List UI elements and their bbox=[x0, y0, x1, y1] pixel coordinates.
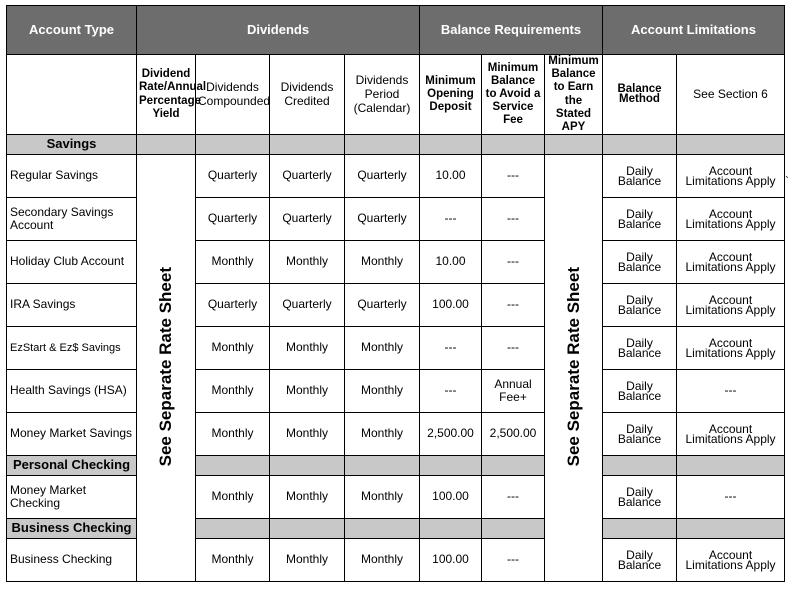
opening-cell: 100.00 bbox=[420, 476, 482, 519]
compounded-cell: Monthly bbox=[196, 413, 270, 456]
section-fill bbox=[420, 456, 482, 476]
method-line1: Daily bbox=[626, 250, 653, 265]
method-line1: Daily bbox=[626, 379, 653, 394]
fee-cell: --- bbox=[482, 198, 545, 241]
limit-line1: Account bbox=[708, 164, 753, 179]
limit-line1: Account bbox=[708, 336, 753, 351]
table-row bbox=[7, 539, 785, 582]
subheader-dividends-compounded: Dividends Compounded bbox=[196, 55, 270, 135]
fee-cell: --- bbox=[482, 476, 545, 519]
header-account-type: Account Type bbox=[7, 6, 137, 55]
fee-cell: --- bbox=[482, 539, 545, 582]
header-account-limitations: Account Limitations bbox=[603, 6, 785, 55]
method-line2: Balance bbox=[617, 495, 662, 510]
opening-cell: 10.00 bbox=[420, 155, 482, 198]
table-row bbox=[7, 284, 785, 327]
subheader-balance-method: Balance Method bbox=[603, 55, 677, 135]
account-table bbox=[6, 5, 785, 582]
compounded-cell: Monthly bbox=[196, 241, 270, 284]
subheader-see-section: See Section 6 bbox=[677, 55, 785, 135]
compounded-cell: Quarterly bbox=[196, 198, 270, 241]
account-name: Secondary Savings Account bbox=[7, 198, 137, 241]
period-cell: Monthly bbox=[345, 327, 420, 370]
section-fill bbox=[545, 135, 603, 155]
section-fill bbox=[482, 519, 545, 539]
section-fill bbox=[677, 519, 785, 539]
subheader-min-opening-deposit: Minimum Opening Deposit bbox=[420, 55, 482, 135]
method-cell bbox=[603, 241, 677, 284]
section-fill bbox=[270, 135, 345, 155]
section-fill bbox=[603, 519, 677, 539]
section-personal-checking: Personal Checking bbox=[7, 456, 137, 476]
method-cell bbox=[603, 284, 677, 327]
method-line2: Balance bbox=[617, 389, 662, 404]
subheader-blank bbox=[7, 55, 137, 135]
header-balance-requirements: Balance Requirements bbox=[420, 6, 603, 55]
method-line2: Balance bbox=[617, 174, 662, 189]
method-line1: Daily bbox=[626, 336, 653, 351]
limit-line1: Account bbox=[708, 422, 753, 437]
section-business-checking: Business Checking bbox=[7, 519, 137, 539]
compounded-cell: Monthly bbox=[196, 370, 270, 413]
method-line1: Daily bbox=[626, 293, 653, 308]
compounded-cell: Monthly bbox=[196, 476, 270, 519]
section-fill bbox=[677, 135, 785, 155]
limit-line2: Limitations Apply bbox=[685, 260, 776, 275]
credited-cell: Monthly bbox=[270, 539, 345, 582]
limitations-cell bbox=[677, 198, 785, 241]
limit-line2: Limitations Apply bbox=[685, 558, 776, 573]
credited-cell: Quarterly bbox=[270, 198, 345, 241]
table-row bbox=[7, 413, 785, 456]
period-cell: Quarterly bbox=[345, 198, 420, 241]
section-fill bbox=[270, 456, 345, 476]
limitations-cell bbox=[677, 413, 785, 456]
compounded-cell: Monthly bbox=[196, 539, 270, 582]
credited-cell: Quarterly bbox=[270, 284, 345, 327]
method-line1: Daily bbox=[626, 548, 653, 563]
subheader-dividend-rate: Dividend Rate/Annual Percentage Yield bbox=[137, 55, 196, 135]
section-fill bbox=[345, 135, 420, 155]
limit-line2: Limitations Apply bbox=[685, 217, 776, 232]
period-cell: Monthly bbox=[345, 539, 420, 582]
method-line2: Balance bbox=[617, 303, 662, 318]
credited-cell: Monthly bbox=[270, 241, 345, 284]
method-line1: Daily bbox=[626, 207, 653, 222]
period-cell: Quarterly bbox=[345, 155, 420, 198]
opening-cell: --- bbox=[420, 327, 482, 370]
table-row bbox=[7, 476, 785, 519]
fee-cell: 2,500.00 bbox=[482, 413, 545, 456]
limitations-cell bbox=[677, 327, 785, 370]
subheader-min-balance-fee: Minimum Balance to Avoid a Service Fee bbox=[482, 55, 545, 135]
method-cell bbox=[603, 155, 677, 198]
period-cell: Monthly bbox=[345, 241, 420, 284]
account-name: Money Market Checking bbox=[7, 476, 137, 519]
limitations-cell bbox=[677, 155, 785, 198]
opening-cell: --- bbox=[420, 370, 482, 413]
limitations-cell: --- bbox=[677, 476, 785, 519]
method-cell bbox=[603, 327, 677, 370]
section-fill bbox=[482, 456, 545, 476]
rate-sheet-text: See Separate Rate Sheet bbox=[156, 266, 176, 467]
section-fill bbox=[196, 135, 270, 155]
subheader-dividends-credited: Dividends Credited bbox=[270, 55, 345, 135]
fee-cell: --- bbox=[482, 284, 545, 327]
limitations-cell bbox=[677, 241, 785, 284]
fee-cell: --- bbox=[482, 327, 545, 370]
period-cell: Monthly bbox=[345, 476, 420, 519]
method-cell bbox=[603, 198, 677, 241]
account-name: Health Savings (HSA) bbox=[7, 370, 137, 413]
limit-line1: Account bbox=[708, 293, 753, 308]
opening-cell: --- bbox=[420, 198, 482, 241]
account-name: Business Checking bbox=[7, 539, 137, 582]
header-dividends: Dividends bbox=[137, 6, 420, 55]
opening-cell: 2,500.00 bbox=[420, 413, 482, 456]
section-fill bbox=[482, 135, 545, 155]
section-fill bbox=[603, 135, 677, 155]
limitations-cell: --- bbox=[677, 370, 785, 413]
limit-line1: Account bbox=[708, 548, 753, 563]
method-line1: Daily bbox=[626, 164, 653, 179]
section-fill bbox=[677, 456, 785, 476]
rate-sheet-text-apy: See Separate Rate Sheet bbox=[563, 266, 583, 467]
method-cell bbox=[603, 539, 677, 582]
limit-line2: Limitations Apply bbox=[685, 174, 776, 189]
table-row bbox=[7, 198, 785, 241]
table-row bbox=[7, 241, 785, 284]
method-line2: Balance bbox=[617, 346, 662, 361]
credited-cell: Monthly bbox=[270, 413, 345, 456]
method-cell bbox=[603, 370, 677, 413]
credited-cell: Monthly bbox=[270, 476, 345, 519]
table-row bbox=[7, 370, 785, 413]
period-cell: Monthly bbox=[345, 413, 420, 456]
limitations-cell bbox=[677, 539, 785, 582]
limit-line2: Limitations Apply bbox=[685, 432, 776, 447]
method-cell bbox=[603, 476, 677, 519]
fee-cell: Annual Fee+ bbox=[482, 370, 545, 413]
method-line2: Balance bbox=[617, 217, 662, 232]
section-fill bbox=[345, 456, 420, 476]
compounded-cell: Quarterly bbox=[196, 284, 270, 327]
section-fill bbox=[603, 456, 677, 476]
method-line1: Daily bbox=[626, 422, 653, 437]
account-name: Money Market Savings bbox=[7, 413, 137, 456]
limit-line1: Account bbox=[708, 250, 753, 265]
fee-cell: --- bbox=[482, 155, 545, 198]
period-cell: Quarterly bbox=[345, 284, 420, 327]
method-line2: Balance bbox=[617, 558, 662, 573]
credited-cell: Monthly bbox=[270, 370, 345, 413]
limit-line2: Limitations Apply bbox=[685, 346, 776, 361]
opening-cell: 100.00 bbox=[420, 539, 482, 582]
section-fill bbox=[137, 135, 196, 155]
section-fill bbox=[196, 519, 270, 539]
compounded-cell: Monthly bbox=[196, 327, 270, 370]
subheader-dividends-period: Dividends Period (Calendar) bbox=[345, 55, 420, 135]
section-fill bbox=[270, 519, 345, 539]
method-line1: Daily bbox=[626, 485, 653, 500]
opening-cell: 100.00 bbox=[420, 284, 482, 327]
limitations-cell bbox=[677, 284, 785, 327]
stray-tick-mark: ` bbox=[785, 174, 789, 188]
account-name: Regular Savings bbox=[7, 155, 137, 198]
method-cell bbox=[603, 413, 677, 456]
subheader-min-balance-apy: Minimum Balance to Earn the Stated APY bbox=[545, 55, 603, 135]
section-fill bbox=[196, 456, 270, 476]
section-fill bbox=[345, 519, 420, 539]
limit-line2: Limitations Apply bbox=[685, 303, 776, 318]
section-savings: Savings bbox=[7, 135, 137, 155]
credited-cell: Monthly bbox=[270, 327, 345, 370]
account-name: IRA Savings bbox=[7, 284, 137, 327]
period-cell: Monthly bbox=[345, 370, 420, 413]
fee-cell: --- bbox=[482, 241, 545, 284]
rate-sheet-cell bbox=[137, 155, 196, 582]
limit-line1: Account bbox=[708, 207, 753, 222]
rate-sheet-cell-apy bbox=[545, 155, 603, 582]
method-line2: Balance bbox=[617, 260, 662, 275]
compounded-cell: Quarterly bbox=[196, 155, 270, 198]
opening-cell: 10.00 bbox=[420, 241, 482, 284]
section-fill bbox=[420, 135, 482, 155]
table-row bbox=[7, 327, 785, 370]
account-name: EzStart & Ez$ Savings bbox=[7, 327, 137, 370]
account-name: Holiday Club Account bbox=[7, 241, 137, 284]
credited-cell: Quarterly bbox=[270, 155, 345, 198]
table-row bbox=[7, 155, 785, 198]
method-line2: Balance bbox=[617, 432, 662, 447]
section-fill bbox=[420, 519, 482, 539]
